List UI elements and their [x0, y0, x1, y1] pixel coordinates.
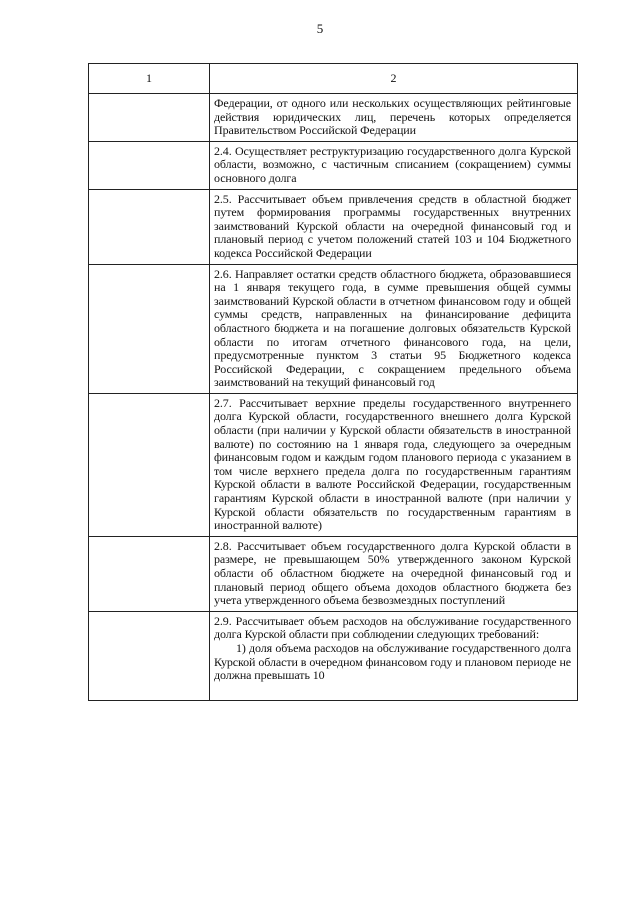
page-number: 5	[316, 21, 324, 36]
empty-cell	[89, 536, 210, 611]
document-table	[88, 63, 578, 701]
table-row	[89, 264, 578, 393]
table-row	[89, 94, 578, 142]
table-cell-text: 2.5. Рассчитывает объем привлечения средств в областной бюджет путем формирования программы государственных внутренних заимствований Курской области на очередной финансовый год и плановый период с учетом положений статей 103 и 104 Бюджетного кодекса Российской Федерации	[210, 189, 578, 264]
column-1-header: 1	[89, 64, 210, 94]
table-row	[89, 536, 578, 611]
table-cell-text: Федерации, от одного или нескольких осуществляющих рейтинговые действия юридических лиц, перечень которых определяется Правительством Российской Федерации	[210, 94, 578, 142]
table-header-row	[89, 64, 578, 94]
table-row	[89, 393, 578, 536]
table-row	[89, 141, 578, 189]
table-row	[89, 189, 578, 264]
empty-cell	[89, 94, 210, 142]
table-row	[89, 611, 578, 700]
table-cell-text: 2.4. Осуществляет реструктуризацию государственного долга Курской области, возможно, с частичным списанием (сокращением) суммы основного долга	[210, 141, 578, 189]
empty-cell	[89, 393, 210, 536]
empty-cell	[89, 189, 210, 264]
column-2-header: 2	[210, 64, 578, 94]
clipped-cell-content	[214, 615, 571, 697]
table-cell-subtext: 1) доля объема расходов на обслуживание государственного долга Курской области в очередном финансовом году и плановом периоде не должна превышать 10	[214, 640, 571, 683]
table-cell-text: 2.6. Направляет остатки средств областного бюджета, образовавшиеся на 1 января текущего года, в сумме превышения общей суммы заимствований Курской области в отчетном финансовом году и общей суммы средств, направленных на финансирование дефицита областного бюджета и на погашение долговых обязательств Курской области по итогам отчетного финансового года, на цели, предусмотренные пунктом 3 статьи 95 Бюджетного кодекса Российской Федерации, с сокращением предельного объема заимствований на текущий финансовый год	[210, 264, 578, 393]
empty-cell	[89, 611, 210, 700]
table-cell-last	[210, 611, 578, 700]
empty-cell	[89, 264, 210, 393]
table-cell-text: 2.8. Рассчитывает объем государственного долга Курской области в размере, не превышающем 50% утвержденного законом Курской области об областном бюджете на очередной финансовый год и плановый период общего объема доходов областного бюджета без учета утвержденного объема безвозмездных поступлений	[210, 536, 578, 611]
empty-cell	[89, 141, 210, 189]
table-cell-text: 2.9. Рассчитывает объем расходов на обслуживание государственного долга Курской области при соблюдении следующих требований:	[214, 614, 571, 642]
table-cell-text: 2.7. Рассчитывает верхние пределы государственного внутреннего долга Курской области, государственного внешнего долга Курской области (при наличии у Курской области обязательств в иностранной валюте) по состоянию на 1 января года, следующего за очередным финансовым годом и каждым годом планового периода с указанием в том числе верхнего предела долга по государственным гарантиям Курской области в валюте Российской Федерации, государственным гарантиям Курской области в иностранной валюте (при наличии у Курской области обязательств по государственным гарантиям в иностранной валюте)	[210, 393, 578, 536]
